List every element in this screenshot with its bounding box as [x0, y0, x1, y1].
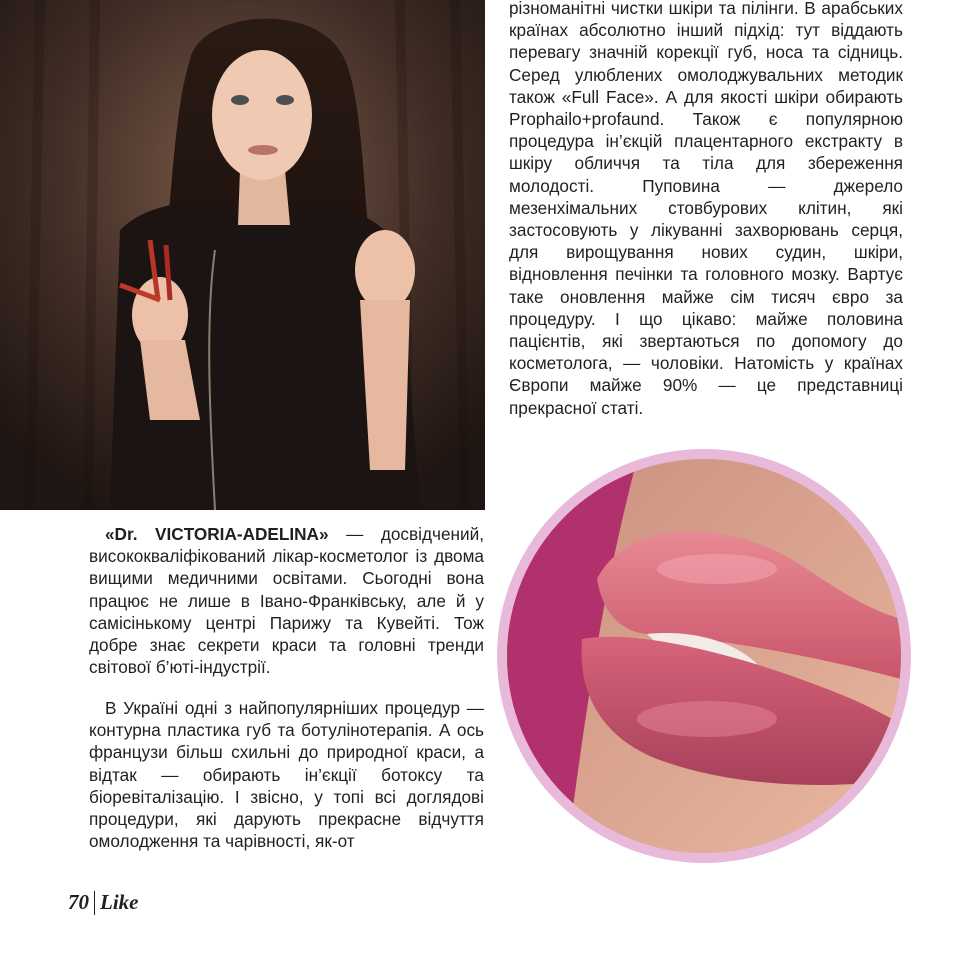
lips-closeup-photo	[507, 459, 901, 853]
intro-text: — досвідчений, висококваліфікований лікар-косметолог із двома вищими медичними освітами. Сьогодні вона працює не лише в Івано-Франківську, але й у самісінькому центрі Парижу та Кувейті. Тож добре знає секрети краси та головні тренди світової б’юті-індустрії.	[89, 524, 484, 678]
page-number: 70	[68, 890, 89, 914]
magazine-name: Like	[100, 890, 139, 914]
doctor-name: «Dr. VICTORIA-ADELINA»	[105, 524, 329, 544]
intro-paragraph	[89, 523, 484, 678]
page-folio	[68, 890, 138, 915]
folio-divider	[94, 891, 95, 915]
second-paragraph: В Україні одні з найпопулярніших процедур — контурна пластика губ та ботулінотерапія. А ось французи більш схильні до природної краси, а відтак — обирають ін’єкції ботоксу та біоревіталізацію. І звісно, у топі всі доглядові процедури, які дарують прекрасне відчуття омолодження та чарівності, як-от	[89, 698, 484, 852]
right-column-text: різноманітні чистки шкіри та пілінги. В арабських країнах абсолютно інший підхід: тут віддають перевагу значній корекції губ, носа та сідниць. Серед улюблених омолоджувальних методик також «Full Face». А для якості шкіри обирають Prophailo+profaund. Також є популярною процедура ін’єкцій плацентарного екстракту в шкіру обличчя та тіла для збереження молодості. Пуповина — джерело мезенхімальних стовбурових клітин, які застосовують у лікуванні захворювань серця, для вирощування нових судин, шкіри, відновлення печінки та головного мозку. Вартує таке оновлення майже сім тисяч євро за процедуру. І що цікаво: майже половина пацієнтів, які звертаються по допомогу до косметолога, — чоловіки. Натомість у країнах Європи майже 90% — це представниці прекрасної статі.	[509, 0, 903, 418]
portrait-photo	[0, 0, 485, 510]
